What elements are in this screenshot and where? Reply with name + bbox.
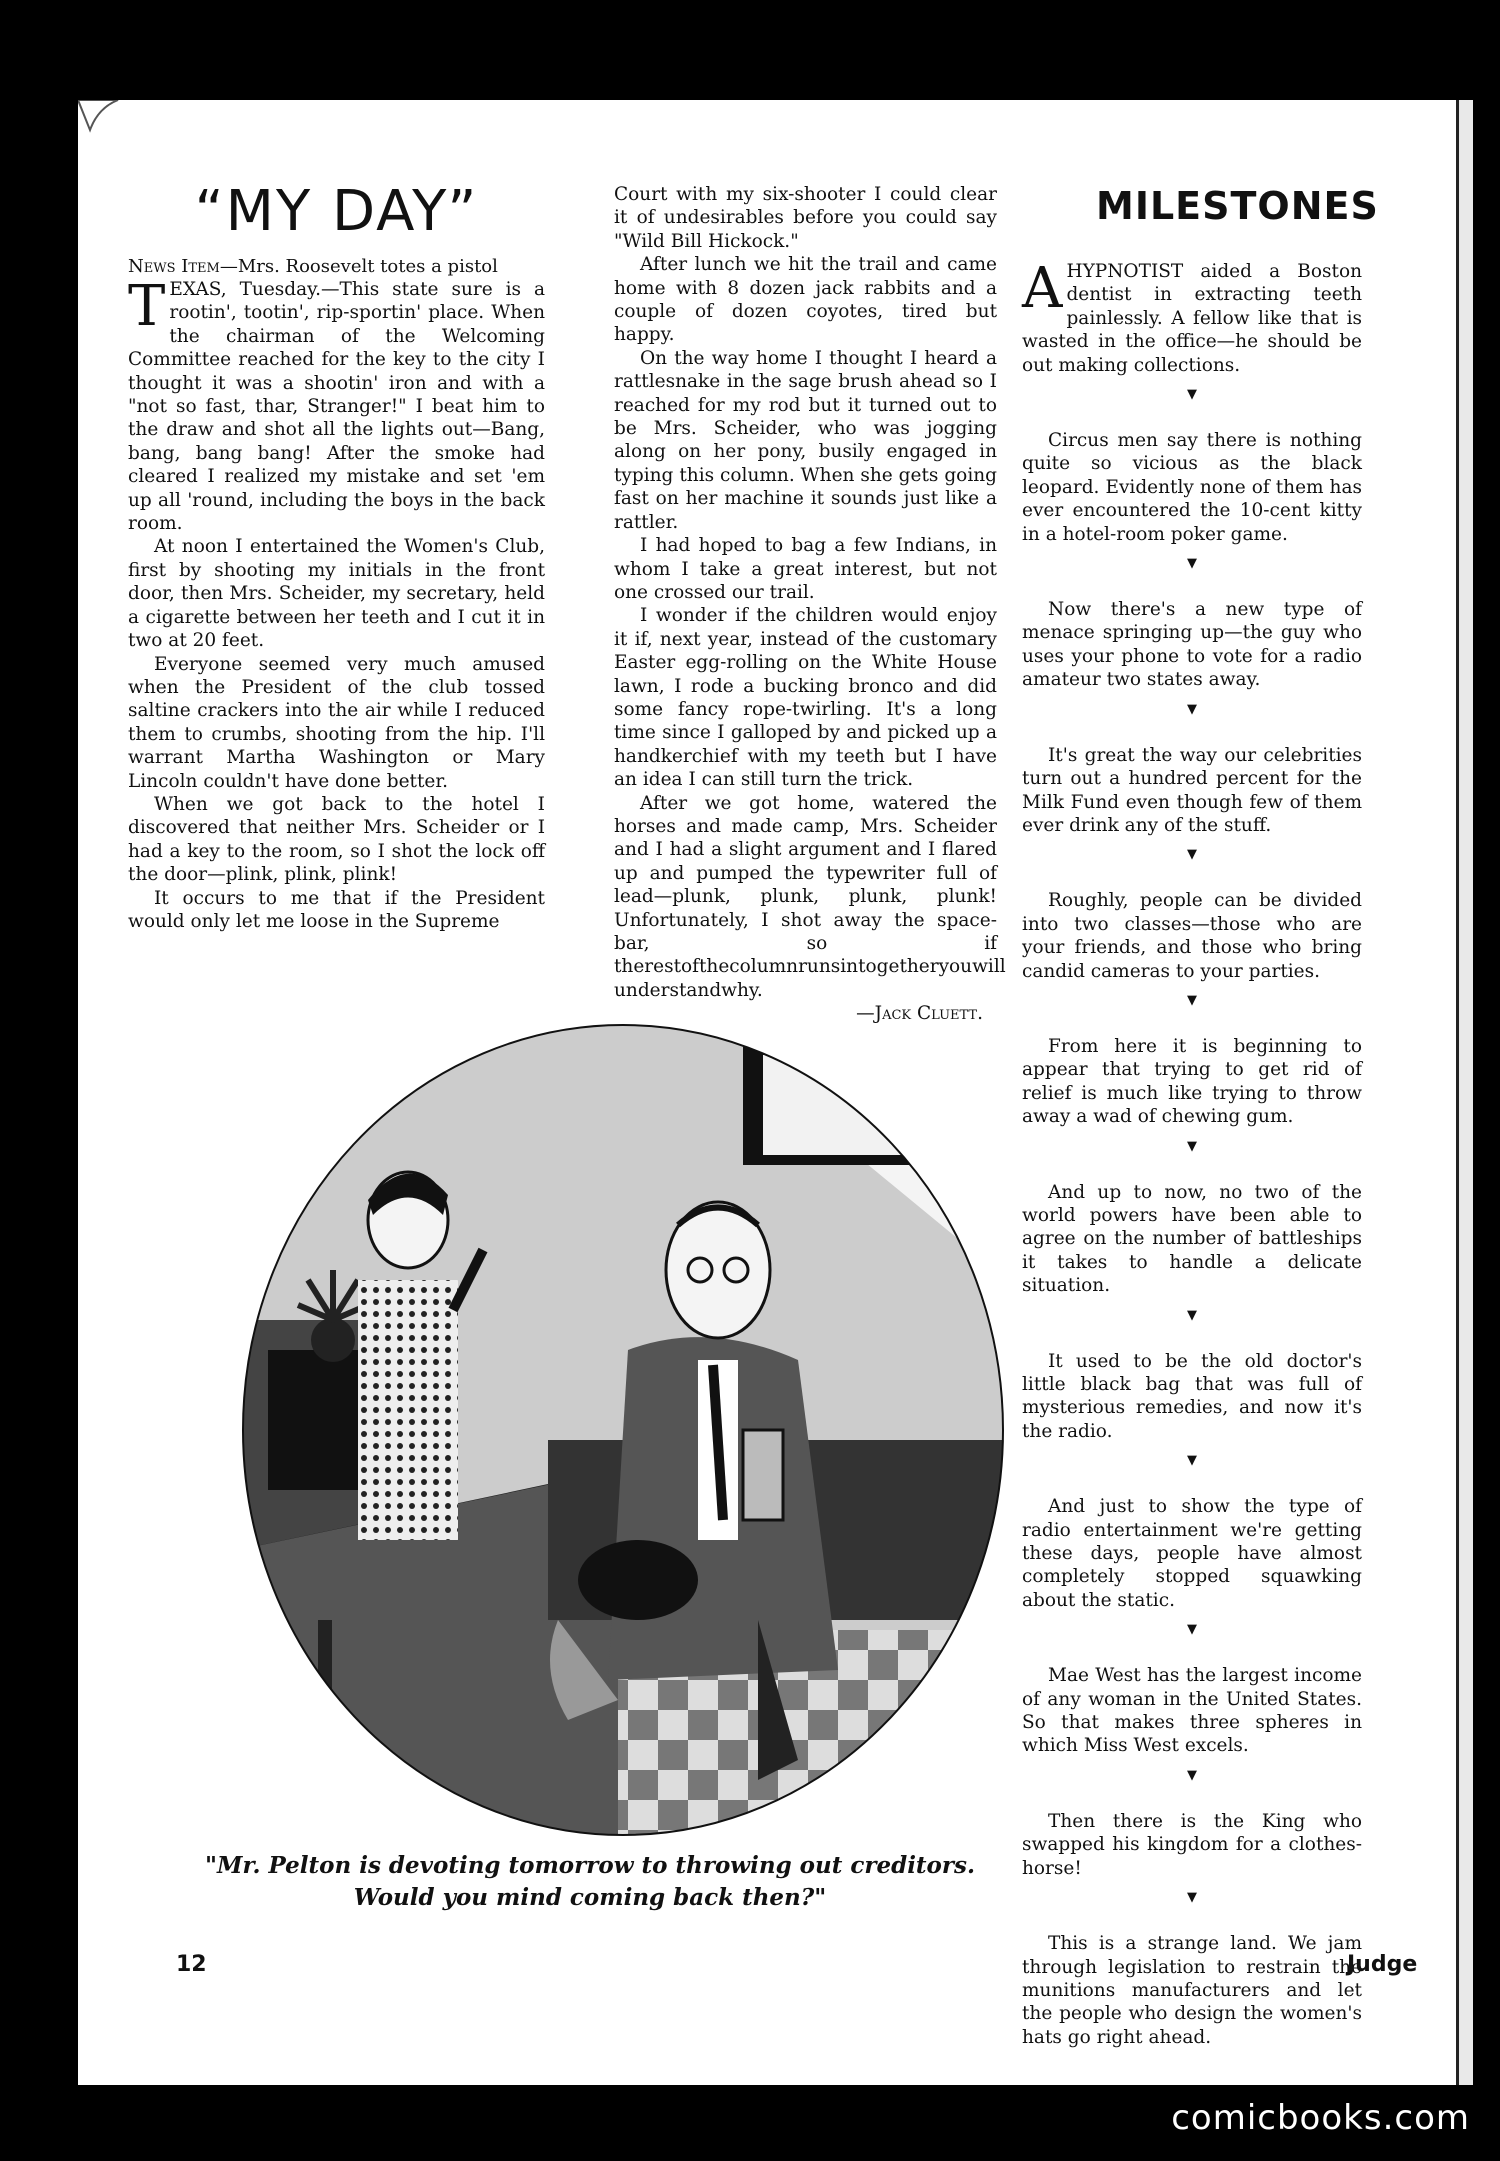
- author-signature: —Jack Cluett.: [856, 1003, 983, 1025]
- milestone-item: It's great the way our celebrities turn out a hundred percent for the Milk Fund even though few of them ever drink any of the stuff.: [1022, 744, 1362, 836]
- milestone-item: And just to show the type of radio entertainment we're getting these days, people have almost completely stopped squawking about the static.: [1022, 1496, 1362, 1611]
- milestone-item: This is a strange land. We jam through legislation to restrain the munitions manufacturers and let the people who design the women's hats go right ahead.: [1022, 1933, 1362, 2048]
- separator-triangle: ▼: [1187, 1622, 1197, 1638]
- watermark: comicbooks.com: [1171, 2098, 1470, 2138]
- news-item-text: —Mrs. Roosevelt totes a pistol: [219, 256, 498, 277]
- milestone-item: AHYPNOTIST aided a Boston dentist in extracting teeth painlessly. A fellow like that is wasted in the office—he should be out making collections.: [1022, 256, 1362, 376]
- separator-triangle: ▼: [1187, 387, 1197, 403]
- article-paragraph: After we got home, watered the horses and made camp, Mrs. Scheider and I had a slight argument and I flared up and pumped the typewriter full of lead—plunk, plunk, plunk, plunk! Unfortunately, I shot away the space-bar, so if therestofthecolumnrunsintogetheryouwill understandwhy.: [614, 792, 1006, 1001]
- page-corner-fold: [78, 100, 138, 140]
- drop-cap: A: [1022, 256, 1063, 321]
- next-page-edge: [1456, 100, 1473, 2085]
- article-paragraph: On the way home I thought I heard a rattlesnake in the sage brush ahead so I reached for my rod but it turned out to be Mrs. Scheider, who was jogging along on her pony, busily engaged in typing this column. When she gets going fast on her machine it sounds just like a rattler.: [614, 347, 997, 533]
- milestones-column: [1022, 256, 1362, 2049]
- milestone-item: Circus men say there is nothing quite so vicious as the black leopard. Evidently none of them has ever encountered the 10-cent kitty in a hotel-room poker game.: [1022, 430, 1362, 545]
- caption-line-1: "Mr. Pelton is devoting tomorrow to throwing out creditors.: [205, 1852, 975, 1879]
- caption-line-2: Would you mind coming back then?": [353, 1884, 827, 1911]
- article-paragraph: It occurs to me that if the President would only let me loose in the Supreme: [128, 887, 545, 932]
- milestone-item: Now there's a new type of menace springing up—the guy who uses your phone to vote for a radio amateur two states away.: [1022, 599, 1362, 691]
- article-paragraph: I had hoped to bag a few Indians, in whom I take a great interest, but not one crossed our trail.: [614, 535, 997, 603]
- cartoon-caption: [160, 1850, 1020, 1914]
- article-title-my-day: “MY DAY”: [194, 179, 479, 244]
- separator-triangle: ▼: [1187, 1453, 1197, 1469]
- separator-triangle: ▼: [1187, 1307, 1197, 1323]
- milestone-item: It used to be the old doctor's little black bag that was full of mysterious remedies, and now it's the radio.: [1022, 1350, 1362, 1442]
- article-column-2: [614, 183, 1006, 1026]
- milestone-item: Roughly, people can be divided into two classes—those who are your friends, and those who bring candid cameras to your parties.: [1022, 890, 1362, 982]
- cartoon-illustration: [238, 1020, 1008, 1840]
- article-paragraph: Court with my six-shooter I could clear it of undesirables before you could say "Wild Bill Hickock.": [614, 184, 997, 252]
- news-item-line: [128, 256, 545, 278]
- milestone-item: Mae West has the largest income of any woman in the United States. So that makes three spheres in which Miss West excels.: [1022, 1665, 1362, 1757]
- separator-triangle: ▼: [1187, 847, 1197, 863]
- milestone-item: And up to now, no two of the world powers have been able to agree on the number of battleships it takes to handle a delicate situation.: [1022, 1181, 1362, 1297]
- milestone-item: From here it is beginning to appear that trying to get rid of relief is much like trying to throw away a wad of chewing gum.: [1022, 1035, 1362, 1128]
- milestones-title: MILESTONES: [1096, 184, 1379, 228]
- article-paragraph: When we got back to the hotel I discovered that neither Mrs. Scheider or I had a key to the room, so I shot the lock off the door—plink, plink, plink!: [128, 793, 545, 886]
- separator-triangle: ▼: [1187, 1767, 1197, 1783]
- separator-triangle: ▼: [1187, 556, 1197, 572]
- magazine-name: Judge: [1347, 1952, 1418, 1977]
- milestones-list: [1022, 377, 1362, 2049]
- article-paragraph: Everyone seemed very much amused when the President of the club tossed saltine crackers into the air while I reduced them to crumbs, shooting from the hip. I'll warrant Martha Washington or Mary Lincoln couldn't have done better.: [128, 653, 545, 792]
- separator-triangle: ▼: [1187, 701, 1197, 717]
- article-paragraph: At noon I entertained the Women's Club, first by shooting my initials in the front door, then Mrs. Scheider, my secretary, held a cigarette between her teeth and I cut it in two at 20 feet.: [128, 536, 545, 652]
- separator-triangle: ▼: [1187, 1890, 1197, 1906]
- separator-triangle: ▼: [1187, 992, 1197, 1008]
- article-paragraph: After lunch we hit the trail and came home with 8 dozen jack rabbits and a couple of dozen coyotes, tired but happy.: [614, 254, 997, 346]
- page-number: 12: [176, 1952, 207, 1977]
- separator-triangle: ▼: [1187, 1138, 1197, 1154]
- milestone-item: Then there is the King who swapped his kingdom for a clothes-horse!: [1022, 1810, 1362, 1879]
- drop-cap: T: [128, 274, 166, 339]
- article-paragraph: I wonder if the children would enjoy it if, next year, instead of the customary Easter egg-rolling on the White House lawn, I rode a bucking bronco and did some fancy rope-twirling. It's a long time since I galloped by and picked up a handkerchief with my teeth but I have an idea I can still turn the trick.: [614, 605, 997, 791]
- news-item-label: News Item: [128, 256, 220, 277]
- article-paragraph: TEXAS, Tuesday.—This state sure is a rootin', tootin', rip-sportin' place. When the chairman of the Welcoming Committee reached for the key to the city I thought it was a shootin' iron and with a "not so fast, thar, Stranger!" I beat him to the draw and shot all the lights out—Bang, bang, bang bang! After the smoke had cleared I realized my mistake and set 'em up all 'round, including the boys in the back room.: [128, 274, 545, 535]
- article-column-1: [128, 256, 545, 933]
